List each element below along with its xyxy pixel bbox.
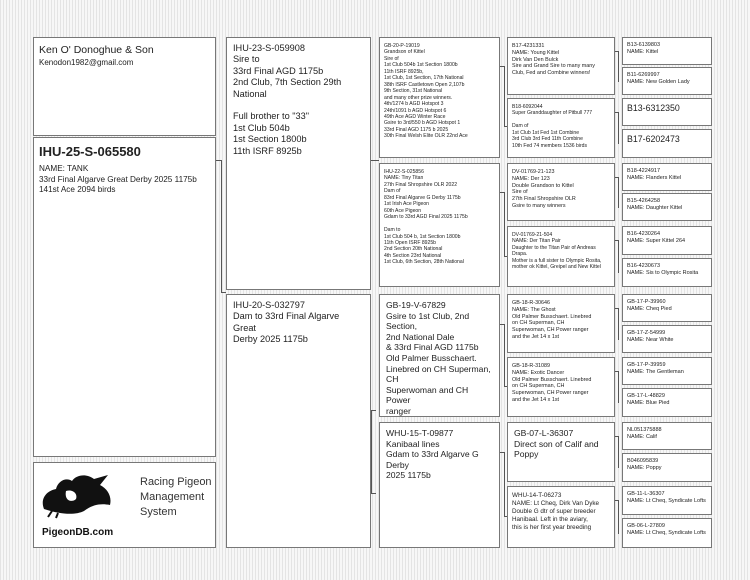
g4-name: NAME: Sis to Olympic Rosita	[627, 270, 699, 276]
g4-ring: B11-6269997	[627, 72, 660, 78]
dss-line: on CH Superman, CH	[512, 320, 565, 327]
ssd-line: 1st Club 1st Fed 1st Combine	[512, 129, 580, 136]
g4-name: NAME: Calif	[627, 434, 657, 440]
g4-box-13	[622, 422, 712, 450]
sd-line: NAME: Tiny Titan	[384, 175, 424, 182]
ds-line: 2nd National Dale	[386, 331, 455, 342]
ss-line: 1st Club, 1st Section, 17th National	[384, 75, 464, 82]
connector	[371, 160, 379, 161]
sd-line: 4th Section 23rd National	[384, 252, 442, 259]
ddd-line: this is her first year breeding	[512, 524, 592, 531]
ss-line: and many other prize winners.	[384, 94, 453, 101]
sd-line: 60th Ace Pigeon	[384, 207, 422, 214]
sire-line: 1st Section 1800b	[233, 134, 307, 145]
ds-line: Gsire to 1st Club, 2nd Section,	[386, 310, 472, 332]
sss-line: Club, Fed and Combine winners!	[512, 70, 591, 77]
logo-box	[33, 462, 216, 548]
owner-box	[33, 37, 216, 136]
subject-name: NAME: TANK	[39, 164, 89, 173]
sd-line: Gdam to 33rd AGD Final 2025 1175b	[384, 214, 468, 221]
dsd-line: on CH Superman, CH	[512, 383, 565, 390]
ss-line: 9th Section, 31st National	[384, 88, 443, 95]
sire-line: 11th ISRF 8925b	[233, 145, 302, 156]
g4-name: NAME: Lt Cheq, Syndicate Lofts	[627, 498, 706, 504]
g4-name: NAME: Blue Pied	[627, 400, 670, 406]
sdd-line: Drapa.	[512, 251, 528, 258]
g4-box-5	[622, 163, 712, 191]
g4-ring: B15-4264258	[627, 198, 661, 204]
g4-name: NAME: The Gentleman	[627, 369, 684, 375]
ss-box	[379, 37, 500, 158]
g4-ring: B17-6202473	[627, 134, 680, 144]
sss-line: Sire and Grand Sire to many many	[512, 63, 595, 70]
owner-email: Kenodon1982@gmail.com	[39, 57, 134, 67]
sds-line: DV-01769-21-123	[512, 169, 555, 175]
connector	[504, 126, 507, 127]
ddd-line: NAME: Lt Cheq, Dirk Van Dyke	[512, 500, 600, 507]
dd-box	[379, 422, 500, 548]
sire-line: Full brother to "33"	[233, 111, 309, 122]
connector	[500, 452, 505, 517]
g4-ring: GB-17-P-39960	[627, 299, 666, 305]
sd-line: 1st Irish Ace Pigeon	[384, 201, 430, 208]
sd-line: 1st Club 504 b, 1st Section 1800b	[384, 233, 461, 240]
g4-box-9	[622, 294, 712, 322]
dss-line: NAME: The Ghost	[512, 306, 556, 313]
sire-line: 2nd Club, 7th Section 29th National	[233, 77, 344, 99]
subject-result-2: 141st Ace 2094 birds	[39, 185, 116, 194]
sdd-line: DV-01769-21-504	[512, 232, 553, 238]
g4-box-8	[622, 258, 712, 287]
g4-ring: GB-06-L-27809	[627, 523, 665, 529]
ds-box	[379, 294, 500, 417]
ss-line: 38th ISRF Castletown Open 2,107b	[384, 81, 465, 88]
ss-line: 33rd Final AGD 1175 b 2025	[384, 126, 449, 133]
ssd-line: Super Granddaughter of Pitbull 777	[512, 110, 593, 117]
connector	[615, 308, 619, 340]
sd-line: 27th Final Shropshire OLR 2022	[384, 181, 458, 188]
dsd-line: NAME: Exotic Dancer	[512, 369, 565, 376]
logo-line-1: Racing Pigeon	[140, 476, 212, 488]
sss-line: NAME: Young Kittel	[512, 49, 560, 56]
sire-line	[233, 100, 364, 111]
dam-box	[226, 294, 371, 548]
dam-line: Dam to 33rd Final Algarve Great	[233, 311, 342, 333]
sss-line: B17-4231331	[512, 43, 545, 49]
subject-result-1: 33rd Final Algarve Great Derby 2025 1175b	[39, 174, 197, 184]
dss-line: GB-18-R-30646	[512, 300, 551, 306]
sire-box	[226, 37, 371, 290]
owner-name: Ken O' Donoghue & Son	[39, 44, 154, 56]
ssd-line: B18-6092044	[512, 104, 543, 110]
dds-line: Poppy	[514, 449, 539, 460]
g4-ring: B16-4230673	[627, 263, 661, 269]
subject-box	[33, 137, 216, 457]
sd-line: Dam of	[384, 188, 401, 195]
sdd-line: NAME: Der Titan Pair	[512, 238, 561, 245]
sd-line: 11th Open ISRF 8925b	[384, 239, 437, 246]
connector	[221, 292, 226, 293]
dds-line: GB-07-L-36307	[514, 428, 574, 438]
dss-box	[507, 294, 615, 353]
sd-line: IHU-22-S-025856	[384, 169, 424, 175]
ss-line: 4th/1274 b AGD Hotspot 3	[384, 101, 444, 108]
g4-name: NAME: Daughter Kittel	[627, 205, 683, 211]
sds-box	[507, 163, 615, 221]
ssd-box	[507, 98, 615, 158]
connector	[371, 410, 376, 494]
connector	[500, 192, 505, 257]
g4-ring: GB-11-L-36307	[627, 491, 665, 497]
connector	[221, 160, 222, 292]
ddd-line: Double G dtr of super breeder	[512, 508, 596, 515]
connector	[500, 324, 505, 387]
dd-line: 2025 1175b	[386, 470, 431, 481]
g4-name: NAME: Kittel	[627, 49, 659, 55]
logo-line-2: Management	[140, 491, 205, 503]
sd-line: 1st Club, 6th Section, 28th National	[384, 259, 464, 266]
sdd-line: Mother is a full sister to Olympic Rosita,	[512, 257, 602, 264]
dam-line: Derby 2025 1175b	[233, 334, 308, 345]
g4-name: NAME: Super Kittel 264	[627, 238, 686, 244]
dd-line: Kanibaal lines	[386, 438, 440, 449]
ss-line: 11th ISRF 8925b,	[384, 68, 424, 75]
sds-line: Double Grandson to Kittel	[512, 182, 574, 189]
subject-ring: IHU-25-S-065580	[39, 144, 141, 159]
g4-ring: B13-6139803	[627, 42, 661, 48]
g4-box-10	[622, 325, 712, 353]
g4-ring: GB-17-P-39959	[627, 362, 666, 368]
ssd-line: Dam of	[512, 123, 529, 130]
sss-box	[507, 37, 615, 95]
ds-line: ranger	[386, 405, 411, 416]
g4-box-12	[622, 388, 712, 417]
g4-name: NAME: New Golden Lady	[627, 79, 690, 85]
g4-name: NAME: Near White	[627, 337, 674, 343]
sds-line: Sire of	[512, 189, 528, 196]
logo-url: PigeonDB.com	[42, 527, 114, 538]
g4-ring: GB-17-Z-54999	[627, 330, 666, 336]
sdd-line: Daughter to the Titan Pair of Andreas	[512, 244, 596, 251]
dsd-line: and the Jet 14 x 1st	[512, 396, 560, 403]
connector	[615, 112, 619, 144]
dam-line: IHU-20-S-032797	[233, 300, 306, 310]
sdd-line: mother ok Kittel, Greipel and New Kittel	[512, 264, 601, 271]
pigeon-logo-icon	[38, 469, 118, 519]
ss-line: 30th Final Welsh Elite OLR 22nd Ace	[384, 133, 468, 140]
g4-ring: B16-4230264	[627, 231, 661, 237]
g4-ring: NL051375888	[627, 427, 662, 433]
connector	[615, 371, 619, 403]
ss-line: GB-20-P-19019	[384, 43, 420, 49]
dd-line: Gdam to 33rd Algarve G Derby	[386, 449, 482, 470]
ds-line: Superwoman and CH Power	[386, 384, 471, 406]
connector	[615, 51, 619, 82]
sd-line: 2nd Section 20th National	[384, 246, 443, 253]
ds-line: GB-19-V-67829	[386, 300, 446, 310]
ds-line: & 33rd Final AGD 1175b	[386, 342, 479, 353]
ss-line: Sire of	[384, 55, 399, 62]
sds-line: NAME: Der 123	[512, 175, 550, 182]
g4-ring: GB-17-L-48829	[627, 393, 665, 399]
dss-line: and the Jet 14 x 1st	[512, 333, 560, 340]
logo-line-3: System	[140, 506, 177, 518]
ss-line: Grandson of Kittel	[384, 49, 425, 56]
g4-box-14	[622, 453, 712, 482]
dss-line: Superwoman, CH Power ranger	[512, 327, 589, 334]
dsd-line: GB-18-R-31089	[512, 363, 551, 369]
sd-box	[379, 163, 500, 287]
ssd-line: 3rd Club 3rd Fed 11th Combine	[512, 136, 583, 143]
dss-line: Old Palmer Busschaert. Linebred	[512, 313, 592, 320]
g4-ring: B13-6312350	[627, 103, 680, 113]
dds-line: Direct son of Calif and	[514, 438, 599, 449]
sds-line: Gsire to many winners	[512, 202, 566, 209]
sire-line: 1st Club 504b	[233, 122, 290, 133]
connector	[615, 436, 619, 468]
g4-box-6	[622, 193, 712, 221]
g4-box-4	[622, 129, 712, 158]
g4-ring: B18-4224917	[627, 168, 661, 174]
sd-line: 83rd Final Algarve G Derby 1175b	[384, 194, 461, 201]
sds-line: 27th Final Shropshire OLR	[512, 196, 576, 203]
g4-box-11	[622, 357, 712, 385]
ddd-box	[507, 486, 615, 548]
dsd-line: Old Palmer Busschaert. Linebred	[512, 376, 592, 383]
sire-line: IHU-23-S-059908	[233, 43, 306, 53]
g4-box-15	[622, 486, 712, 515]
g4-name: NAME: Lt Cheq, Syndicate Lofts	[627, 530, 706, 536]
g4-box-2	[622, 67, 712, 95]
connector	[500, 66, 505, 127]
ddd-line: WHU-14-T-06273	[512, 492, 562, 499]
sss-line: Dirk Van Den Bulck	[512, 56, 559, 63]
sire-line: Sire to	[233, 54, 260, 65]
g4-box-7	[622, 226, 712, 255]
g4-box-3	[622, 98, 712, 126]
dd-line: WHU-15-T-09877	[386, 428, 454, 438]
ss-line: Gsire to 3rd/550 b AGD Hotspot 1	[384, 120, 461, 127]
g4-box-1	[622, 37, 712, 65]
g4-ring: B046095839	[627, 458, 659, 464]
connector	[504, 516, 507, 517]
ds-line: Old Palmer Busschaert.	[386, 352, 477, 363]
g4-box-16	[622, 518, 712, 548]
g4-name: NAME: Poppy	[627, 465, 662, 471]
dsd-box	[507, 357, 615, 417]
connector	[615, 177, 619, 208]
dds-box	[507, 422, 615, 482]
sire-line: 33rd Final AGD 1175b	[233, 65, 324, 76]
sdd-box	[507, 226, 615, 287]
sd-line: Dam to	[384, 227, 401, 234]
dsd-line: Superwoman, CH Power ranger	[512, 390, 589, 397]
g4-name: NAME: Cheq Pied	[627, 306, 672, 312]
connector	[504, 256, 507, 257]
connector	[504, 386, 507, 387]
ddd-line: Hanibaal. Left in the aviary,	[512, 516, 588, 523]
ssd-line: 10th Fed 74 members 1536 birds	[512, 142, 588, 149]
connector	[615, 240, 619, 273]
connector	[615, 500, 619, 534]
ds-line: Linebred on CH Superman, CH	[386, 363, 494, 385]
ss-line: 1st Club 504b 1st Section 1800b	[384, 62, 458, 69]
ss-line: 24th/1091 b AGD Hotspot 6	[384, 107, 447, 114]
g4-name: NAME: Flanders Kittel	[627, 175, 682, 181]
ss-line: 49th Ace AGD Winter Race	[384, 113, 446, 120]
